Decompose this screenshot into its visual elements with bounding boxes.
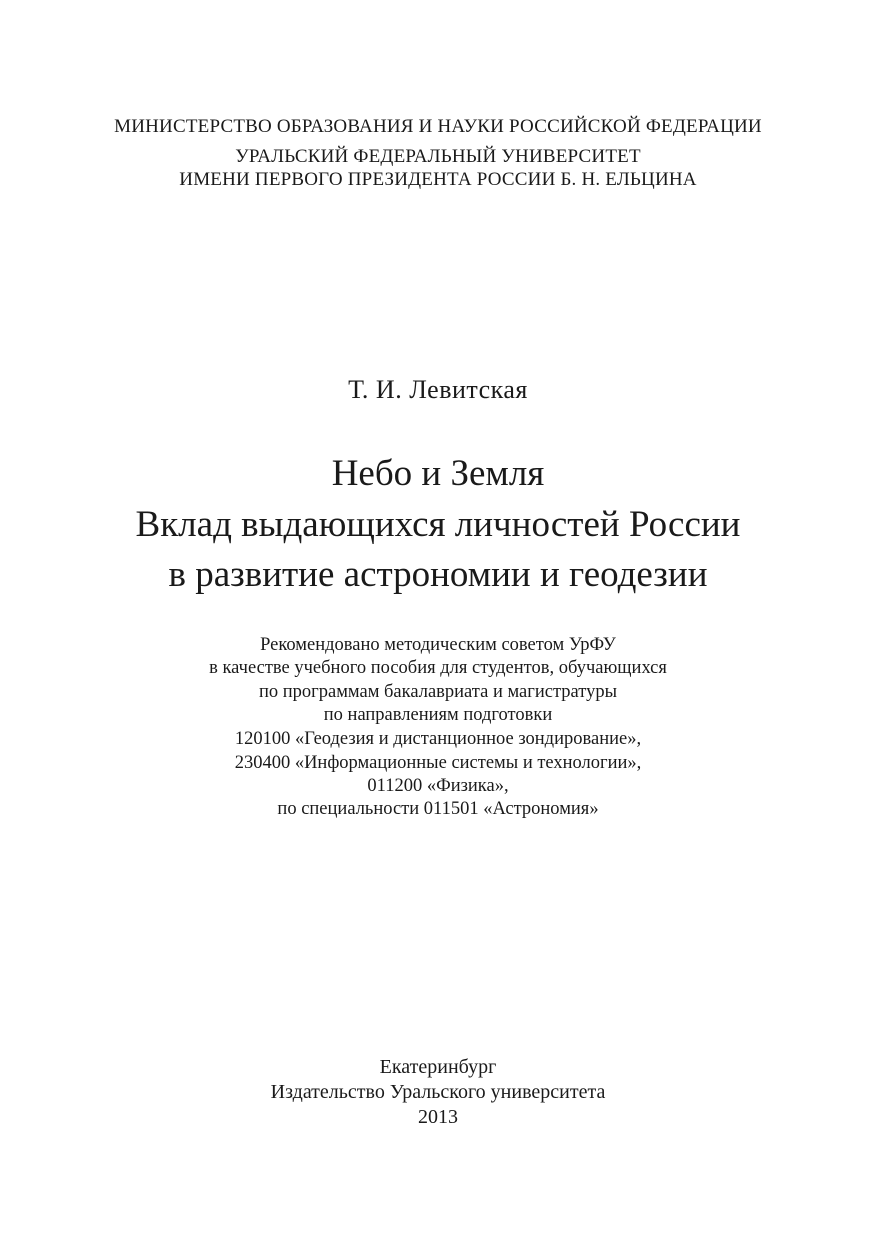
recommendation-line: 120100 «Геодезия и дистанционное зондирование», — [234, 729, 642, 749]
institution-line-ministry: МИНИСТЕРСТВО ОБРАЗОВАНИЯ И НАУКИ РОССИЙСКОЙ ФЕДЕРАЦИИ — [114, 116, 762, 137]
book-title-line-3: в развитие астрономии и геодезии — [168, 554, 708, 595]
publisher-name: Издательство Уральского университета — [270, 1081, 606, 1103]
publication-year: 2013 — [418, 1106, 458, 1128]
recommendation-line: по программам бакалавриата и магистратуры — [258, 682, 618, 702]
institution-line-university: УРАЛЬСКИЙ ФЕДЕРАЛЬНЫЙ УНИВЕРСИТЕТ — [235, 146, 641, 167]
institution-line-named-after: ИМЕНИ ПЕРВОГО ПРЕЗИДЕНТА РОССИИ Б. Н. ЕЛЬЦИНА — [179, 169, 697, 190]
publication-city: Екатеринбург — [379, 1056, 497, 1078]
recommendation-line: 230400 «Информационные системы и технологии», — [234, 753, 642, 773]
recommendation-line: по направлениям подготовки — [323, 705, 553, 725]
recommendation-line: 011200 «Физика», — [367, 776, 509, 796]
recommendation-line: в качестве учебного пособия для студентов, обучающихся — [209, 658, 667, 678]
recommendation-line: Рекомендовано методическим советом УрФУ — [260, 635, 616, 655]
recommendation-line: по специальности 011501 «Астрономия» — [277, 799, 599, 819]
book-title-line-1: Небо и Земля — [331, 453, 545, 494]
author-name: Т. И. Левитская — [348, 375, 528, 404]
book-title-line-2: Вклад выдающихся личностей России — [135, 504, 741, 545]
